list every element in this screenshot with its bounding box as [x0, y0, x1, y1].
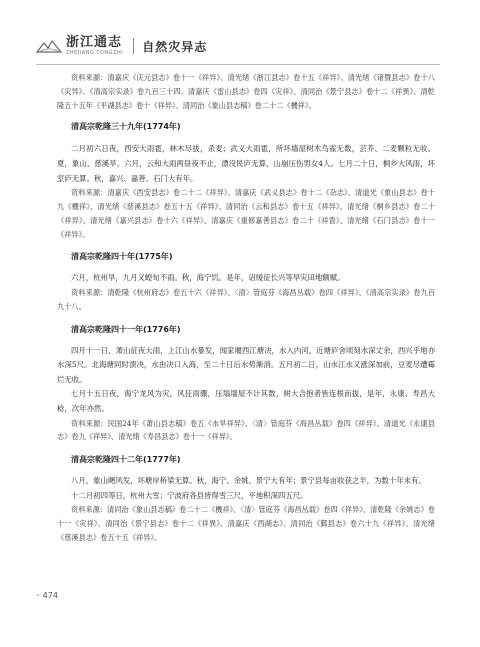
year-heading: 清高宗乾隆三十九年(1774年) — [71, 122, 181, 132]
year-heading: 清高宗乾隆四十年(1775年) — [71, 252, 173, 262]
logo — [36, 36, 123, 56]
entry-paragraph: 八月，象山飓风发，坏塘岸桥梁无算。秋，海宁、余姚、景宁大有年；景宁县每亩收获之半，为数十年未有。 — [71, 476, 426, 486]
page-content — [57, 71, 435, 545]
logo-text: 浙江通志 — [66, 35, 123, 50]
source-note: 资料来源：清乾隆《杭州府志》卷五十六《祥异》、〈清〉管庭芬《海昌丛载》卷四《祥异》、《清高宗实录》卷九百九十八。 — [57, 287, 435, 311]
source-note: 资料来源：清同治《象山县志稿》卷二十二《機祥》、〈清〉管庭芬《海昌丛载》卷四《祥异》、清乾隆《余姚志》卷十一《灾祥》、清同治《景宁县志》卷十二《祥異》、清嘉庆《西湖志》、清同治《鄞县志》卷六十九《祥异》、清光绪《慈溪县志》卷五十五《祥异》。 — [57, 505, 435, 542]
page-number: 474 — [42, 591, 58, 600]
header-rule — [36, 64, 440, 65]
entry-paragraph: 七月十五日夜，海宁龙风为灾，风狂雨骤，压塌墙屋不计其数，树大合抱者皆连根而拔，是年，永康、寿昌大稔，次年亦然。 — [57, 389, 435, 413]
year-heading: 清高宗乾隆四十二年(1777年) — [71, 455, 181, 465]
source-note: 资料来源：清嘉庆《西安县志》卷二十二《祥异》、清嘉庆《武义县志》卷十二《杂志》、清道光《象山县志》卷十九《機祥》、清光绪《慈溪县志》卷五十五《祥异》、清同治《云和县志》卷十五《祥异》、清光绪《桐乡县志》卷二十《祥异》、清光绪《嘉兴县志》卷十六《祥异》、清嘉庆《重修嘉善县志》卷二十《祥眚》、清光绪《石门县志》卷十一《祥异》。 — [57, 188, 435, 239]
source-note: 资料来源：清嘉庆《庆元县志》卷十一《祥异》、清光绪《浙江县志》卷十五《祥异》、清光绪《诸暨县志》卷十八《灾异》、《清高宗实录》卷九百三十四、清嘉庆《雷山县志》卷四《灾祥》、清同治《景宁县志》卷十二《祥異》、清乾隆五十五年《平湖县志》卷十《祥异》、清同治《象山县志稿》卷二十二《機祥》。 — [57, 73, 435, 110]
page-arrow-icon: » — [36, 592, 40, 599]
entry-paragraph: 六月，杭州旱，九月又蝗旬不雨。秋，海宁饥。是年，诏缓征长兴等旱灾田地额赋。 — [71, 273, 345, 283]
source-note: 资料来源：民国24年《萧山县志稿》卷五《水旱祥异》、〈清〉管庭芬《海昌丛载》卷四《祥异》、清道光《永康县志》卷九《祥异》、清光绪《寿昌县志》卷十一《祥异》。 — [57, 418, 435, 442]
section-title: 自然灾异志 — [142, 39, 208, 54]
year-heading: 清高宗乾隆四十一年(1776年) — [71, 324, 181, 334]
logo-subtext: ZHEJIANG TONGZHI — [66, 50, 124, 56]
page-header — [36, 30, 440, 62]
page-footer — [36, 591, 58, 600]
entry-paragraph: 十二月初四等日，杭州大雪；宁波府各县皆得雪三尺，平地积深四五尺。 — [71, 490, 308, 500]
entry-paragraph: 四月十一日，萧山征夜大雨，上江山水暴发，闻家堰西江塘决，水入内河，近塘庐舍顷刻水深丈余，西兴乎地亦水深5尺。北海塘同时溃决，水由决口入海，至二十日后水势渐消。五月初二日，山水江水又涨深加前，豆麦尽遭霉烂无收。 — [57, 345, 435, 384]
entry-paragraph: 二月初六日夜，西安大雨雹，林木尽拔，杀麦；武义大雨雹，所坏墙屋树木鸟雀无数，芸芥、二麦颗粒无收。夏，象山、慈溪旱。六月，云和大雨两昼夜不止，漂没民庐无算，山崩压伤男女4人。七月二十日，桐乡大风雨，坏室庐无算。秋，嘉兴、嘉善、石门大有年。 — [57, 144, 435, 183]
mountain-logo-icon — [36, 37, 62, 55]
header-divider — [133, 38, 134, 54]
